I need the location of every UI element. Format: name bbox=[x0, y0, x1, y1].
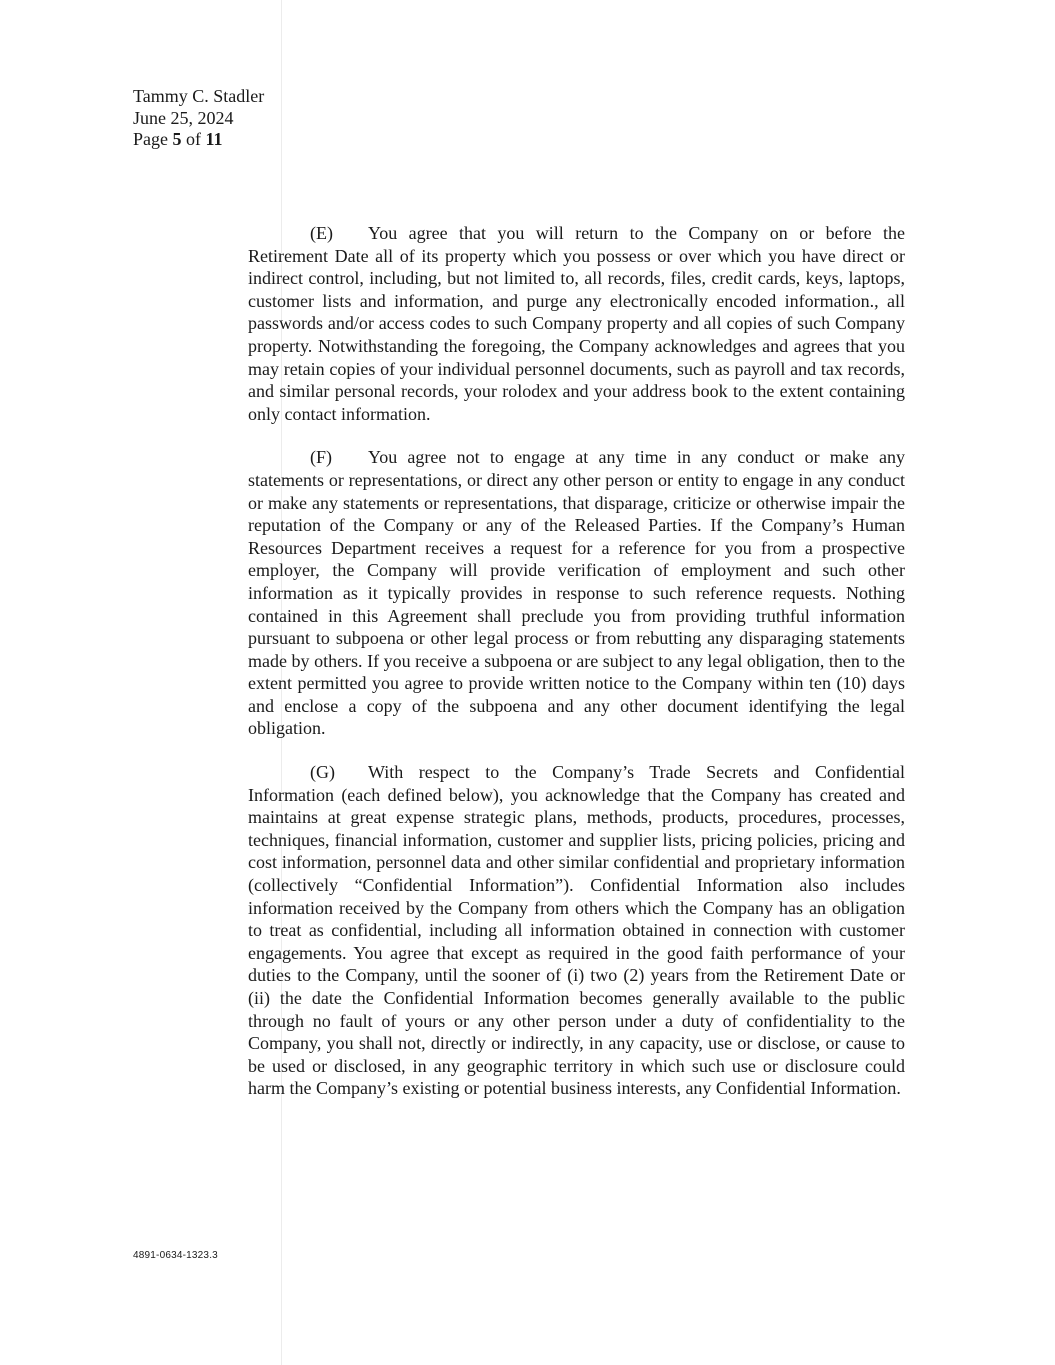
page-prefix: Page bbox=[133, 129, 173, 149]
page-total: 11 bbox=[205, 129, 223, 149]
paragraph-g bbox=[248, 761, 905, 1100]
paragraph-text: With respect to the Company’s Trade Secrets and Confidential Information (each defined below), you acknowledge that the Company has created and maintains at great expense strategic plans, methods, products, procedures, processes, techniques, financial information, customer and supplier lists, pricing policies, pricing and cost information, personnel data and other similar confidential and proprietary information (collectively “Confidential Information”). Confidential Information also includes information received by the Company from others which the Company has an obligation to treat as confidential, including all information obtained in connection with customer engagements. You agree that except as required in the good faith performance of your duties to the Company, until the sooner of (i) two (2) years from the Retirement Date or (ii) the date the Confidential Information becomes generally available to the public through no fault of yours or any other person under a duty of confidentiality to the Company, you shall not, directly or indirectly, in any capacity, use or disclose, or cause to be used or disclosed, in any geographic territory in which such use or disclosure could harm the Company’s existing or potential business interests, any Confidential Information. bbox=[248, 762, 905, 1099]
document-id: 4891-0634-1323.3 bbox=[133, 1250, 218, 1261]
recipient-name: Tammy C. Stadler bbox=[133, 86, 265, 106]
paragraph-f bbox=[248, 446, 905, 740]
paragraph-text: You agree not to engage at any time in any conduct or make any statements or representations, or direct any other person or entity to engage in any conduct or make any statements or representations, that disparage, criticize or otherwise impair the reputation of the Company or any of the Released Parties. If the Company’s Human Resources Department receives a request for a reference for you from a prospective employer, the Company will provide verification of employment and such other information as it typically provides in response to such reference requests. Nothing contained in this Agreement shall preclude you from providing truthful information pursuant to subpoena or other legal process or from rebutting any disparaging statements made by others. If you receive a subpoena or are subject to any legal obligation, then to the extent permitted you agree to provide written notice to the Company within ten (10) days and enclose a copy of the subpoena and any other document identifying the legal obligation. bbox=[248, 447, 905, 739]
page-number bbox=[133, 129, 264, 151]
paragraph-e bbox=[248, 222, 905, 425]
page-current: 5 bbox=[172, 129, 182, 149]
page-of: of bbox=[181, 129, 206, 149]
letter-date: June 25, 2024 bbox=[133, 107, 234, 128]
paragraph-label: (F) bbox=[310, 447, 332, 468]
paragraph-text: You agree that you will return to the Company on or before the Retirement Date all of its property which you possess or over which you have direct or indirect control, including, but not limited to, all records, files, credit cards, keys, laptops, customer lists and information, and purge any electronically encoded information., all passwords and/or access codes to such Company property and all copies of such Company property. Notwithstanding the foregoing, the Company acknowledges and agrees that you may retain copies of your individual personnel documents, such as payroll and tax records, and similar personal records, your rolodex and your address book to the extent containing only contact information. bbox=[248, 223, 905, 424]
paragraph-label: (G) bbox=[310, 762, 335, 783]
letter-header bbox=[133, 86, 264, 151]
document-body bbox=[248, 222, 905, 1121]
paragraph-label: (E) bbox=[310, 223, 333, 243]
